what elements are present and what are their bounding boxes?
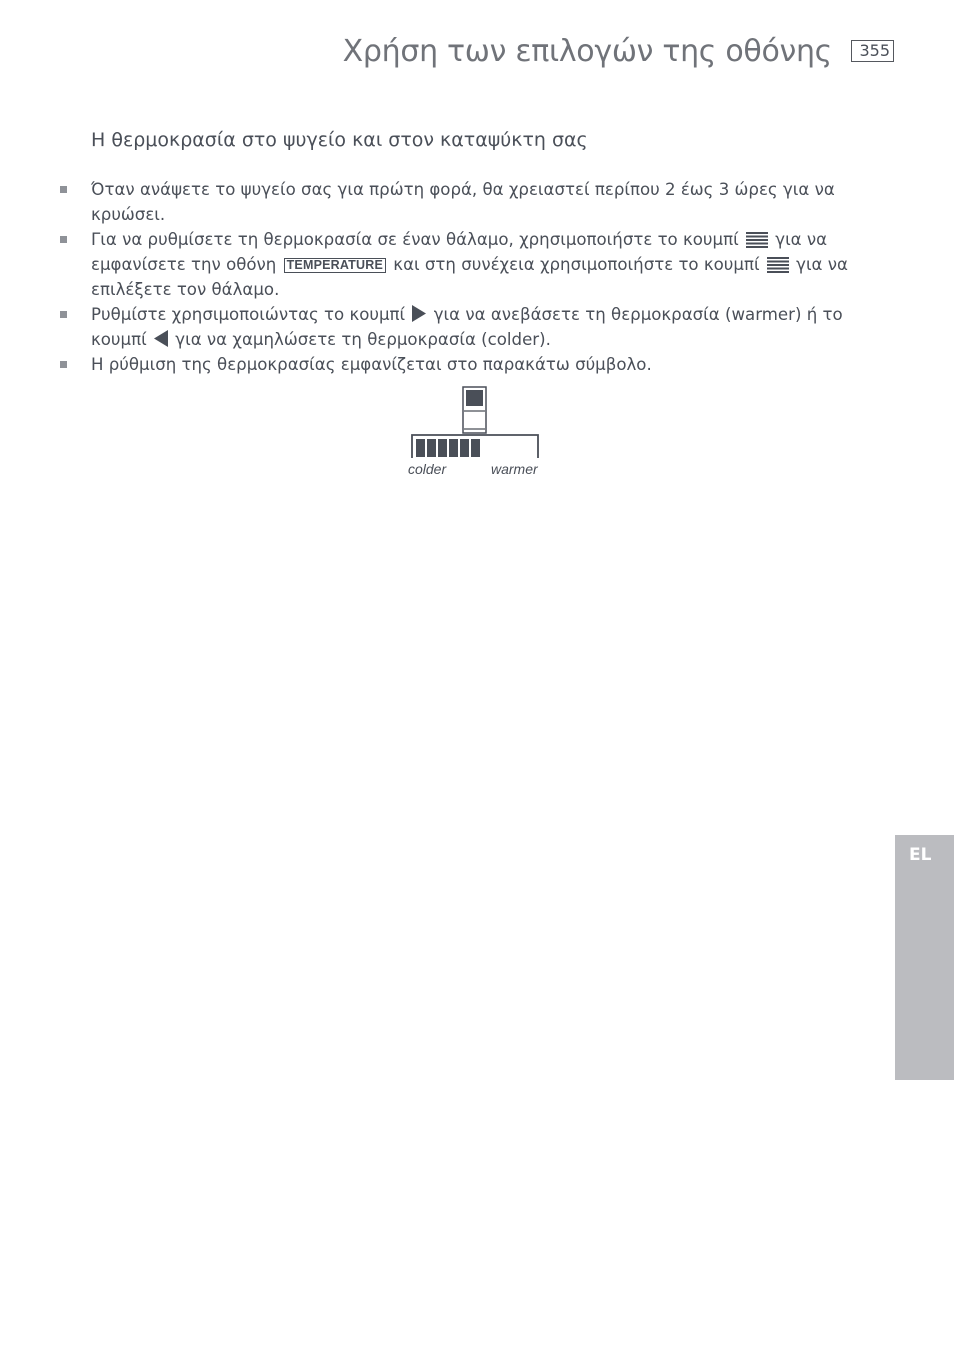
page-title: Χρήση των επιλογών της οθόνης bbox=[342, 34, 832, 69]
bullet-text: και στη συνέχεια χρησιμοποιήστε το κουμπί bbox=[393, 255, 760, 274]
bullet-text: για να εμφανίσετε την οθόνη bbox=[91, 230, 828, 274]
bullet-text: Η ρύθμιση της θερμοκρασίας εμφανίζεται στο παρακάτω σύμβολο. bbox=[91, 355, 652, 374]
bullet-icon bbox=[60, 236, 67, 243]
temperature-gauge-graphic bbox=[404, 384, 549, 462]
bullet-text: Ρυθμίστε χρησιμοποιώντας το κουμπί bbox=[91, 305, 406, 324]
list-item bbox=[60, 177, 900, 227]
bullet-text: Όταν ανάψετε το ψυγείο σας για πρώτη φορά, θα χρειαστεί περίπου 2 έως 3 ώρες για να κρυώσει. bbox=[91, 180, 835, 224]
fridge-icon bbox=[463, 387, 486, 433]
bullet-icon bbox=[60, 186, 67, 193]
bullet-icon bbox=[60, 361, 67, 368]
temperature-display-label: TEMPERATURE bbox=[284, 258, 386, 273]
language-tab-label: EL bbox=[909, 845, 932, 865]
bullet-text: Για να ρυθμίσετε τη θερμοκρασία σε έναν θάλαμο, χρησιμοποιήστε το κουμπί bbox=[91, 230, 739, 249]
bullet-text: για να ανεβάσετε τη θερμοκρασία (warmer) ή το κουμπί bbox=[91, 305, 843, 349]
list-item bbox=[60, 352, 900, 377]
gauge-segment bbox=[427, 439, 436, 457]
triangle-right-icon bbox=[412, 305, 426, 322]
instruction-list bbox=[60, 177, 900, 377]
gauge-segments bbox=[416, 439, 480, 457]
gauge-segment bbox=[416, 439, 425, 457]
bullet-text: για να επιλέξετε τον θάλαμο. bbox=[91, 255, 848, 299]
bullet-icon bbox=[60, 311, 67, 318]
list-item bbox=[60, 302, 900, 352]
gauge-segment bbox=[460, 439, 469, 457]
section-heading: Η θερμοκρασία στο ψυγείο και στον καταψύκτη σας bbox=[91, 129, 588, 151]
menu-lines-icon bbox=[767, 257, 789, 273]
page-number: 355 bbox=[851, 40, 894, 62]
triangle-left-icon bbox=[154, 330, 168, 347]
gauge-segment bbox=[438, 439, 447, 457]
warmer-label: warmer bbox=[491, 461, 538, 477]
language-tab bbox=[895, 835, 954, 1080]
gauge-segment bbox=[471, 439, 480, 457]
menu-lines-icon bbox=[746, 232, 768, 248]
bullet-text: για να χαμηλώσετε τη θερμοκρασία (colder). bbox=[175, 330, 551, 349]
gauge-segment bbox=[449, 439, 458, 457]
temperature-gauge bbox=[404, 384, 549, 479]
colder-label: colder bbox=[408, 461, 447, 477]
list-item bbox=[60, 227, 900, 302]
